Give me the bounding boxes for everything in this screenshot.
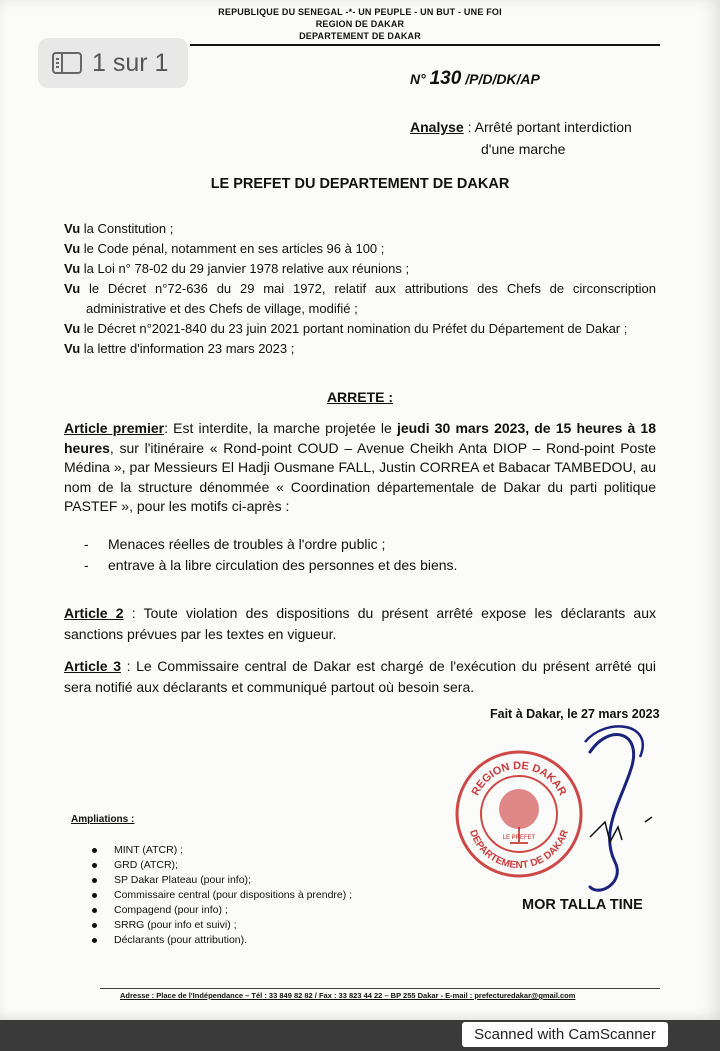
vu-item: Vu le Décret n°2021-840 du 23 juin 2021 portant nomination du Préfet du Département de Dakar ;	[64, 321, 628, 336]
ampliation-item: SP Dakar Plateau (pour info);	[92, 873, 352, 888]
analyse-separator: :	[463, 119, 475, 135]
vu-item: Vu la Loi n° 78-02 du 29 janvier 1978 relative aux réunions ;	[64, 261, 410, 276]
ampliations-title: Ampliations :	[71, 814, 135, 825]
ampliations-list	[92, 843, 352, 948]
letterhead-region: REGION DE DAKAR	[315, 19, 405, 29]
signature-icon	[560, 712, 670, 912]
footer-address: Adresse : Place de l'Indépendance – Tél : 33 849 82 82 / Fax : 33 823 44 22 – BP 255 Dakar - E-mail : prefecturedakar@gmail.com	[120, 991, 576, 1000]
vu-item-continuation: administrative et des Chefs de village, modifié ;	[86, 301, 358, 316]
article-premier-label: Article premier	[64, 420, 165, 436]
page-indicator[interactable]	[38, 38, 188, 88]
svg-text:REGION DE DAKAR: REGION DE DAKAR	[469, 759, 569, 798]
vu-item: Vu la Constitution ;	[64, 221, 174, 236]
scanner-watermark-text: Scanned with CamScanner	[462, 1022, 668, 1047]
ampliation-item: SRRG (pour info et suivi) ;	[92, 918, 352, 933]
article-2: Article 2 : Toute violation des dispositions du présent arrêté expose les déclarants aux sanctions prévues par les textes en vigueur.	[64, 605, 656, 642]
arrete-heading: ARRETE :	[326, 389, 394, 405]
motif-item: - entrave à la libre circulation des personnes et des biens.	[84, 555, 644, 576]
letterhead-rule	[190, 44, 660, 46]
article-3-label: Article 3	[64, 658, 121, 674]
article-2-label: Article 2	[64, 605, 124, 621]
ampliation-item: Déclarants (pour attribution).	[92, 933, 352, 948]
analyse-line1: Arrêté portant interdiction	[474, 119, 632, 135]
page-indicator-label: 1 sur 1	[92, 48, 169, 77]
scanner-watermark	[420, 1018, 710, 1051]
vu-item: Vu le Décret n°72-636 du 29 mai 1972, relatif aux attributions des Chefs de circonscription	[64, 281, 656, 296]
vu-item: Vu la lettre d'information 23 mars 2023 ;	[64, 341, 295, 356]
article-3: Article 3 : Le Commissaire central de Dakar est chargé de l'exécution du présent arrêté qui sera notifié aux déclarants et communiqué partout où besoin sera.	[64, 658, 657, 695]
motifs-list	[84, 534, 644, 576]
signer-name: MOR TALLA TINE	[522, 897, 643, 913]
sidebar-icon	[52, 52, 82, 74]
letterhead-department: DEPARTEMENT DE DAKAR	[299, 31, 421, 41]
ampliation-item: Commissaire central (pour dispositions à prendre) ;	[92, 888, 352, 903]
article-premier: Article premier: Est interdite, la marche projetée le jeudi 30 mars 2023, de 15 heures à 18 heures, sur l'itinéraire « Rond-point COUD – Avenue Cheikh Anta DIOP – Rond-point Poste Médina », par Messieurs El Hadji Ousmane FALL, Justin CORREA et Babacar TAMBEDOU, au nom de la structure dénommée « Coordination départementale de Dakar du parti politique PASTEF », pour les motifs ci-après :	[64, 420, 657, 514]
ampliation-item: Compagend (pour info) ;	[92, 903, 352, 918]
svg-text:DEPARTEMENT DE DAKAR: DEPARTEMENT DE DAKAR	[467, 828, 571, 872]
analyse-label: Analyse	[410, 119, 464, 135]
svg-text:LE PREFET: LE PREFET	[502, 835, 536, 841]
considerations	[64, 219, 656, 359]
vu-item: Vu le Code pénal, notamment en ses articles 96 à 100 ;	[64, 241, 385, 256]
reference-suffix: /P/D/DK/AP	[465, 71, 540, 87]
motif-item: - Menaces réelles de troubles à l'ordre public ;	[84, 534, 644, 555]
place-date: Fait à Dakar, le 27 mars 2023	[490, 707, 660, 721]
ampliation-item: GRD (ATCR);	[92, 858, 352, 873]
document-title: LE PREFET DU DEPARTEMENT DE DAKAR	[210, 176, 510, 192]
letterhead	[180, 6, 540, 42]
ampliation-item: MINT (ATCR) ;	[92, 843, 352, 858]
analyse-block	[410, 116, 660, 160]
reference-value: 130	[429, 68, 462, 89]
reference-number	[410, 68, 540, 90]
analyse-line2: d'une marche	[481, 141, 566, 157]
march-date: jeudi 30 mars 2023, de 15 heures à 18 heures	[64, 420, 657, 456]
reference-prefix: N°	[410, 71, 426, 87]
letterhead-republic: REPUBLIQUE DU SENEGAL -*- UN PEUPLE - UN BUT - UNE FOI	[218, 7, 502, 17]
footer-rule	[100, 988, 660, 989]
